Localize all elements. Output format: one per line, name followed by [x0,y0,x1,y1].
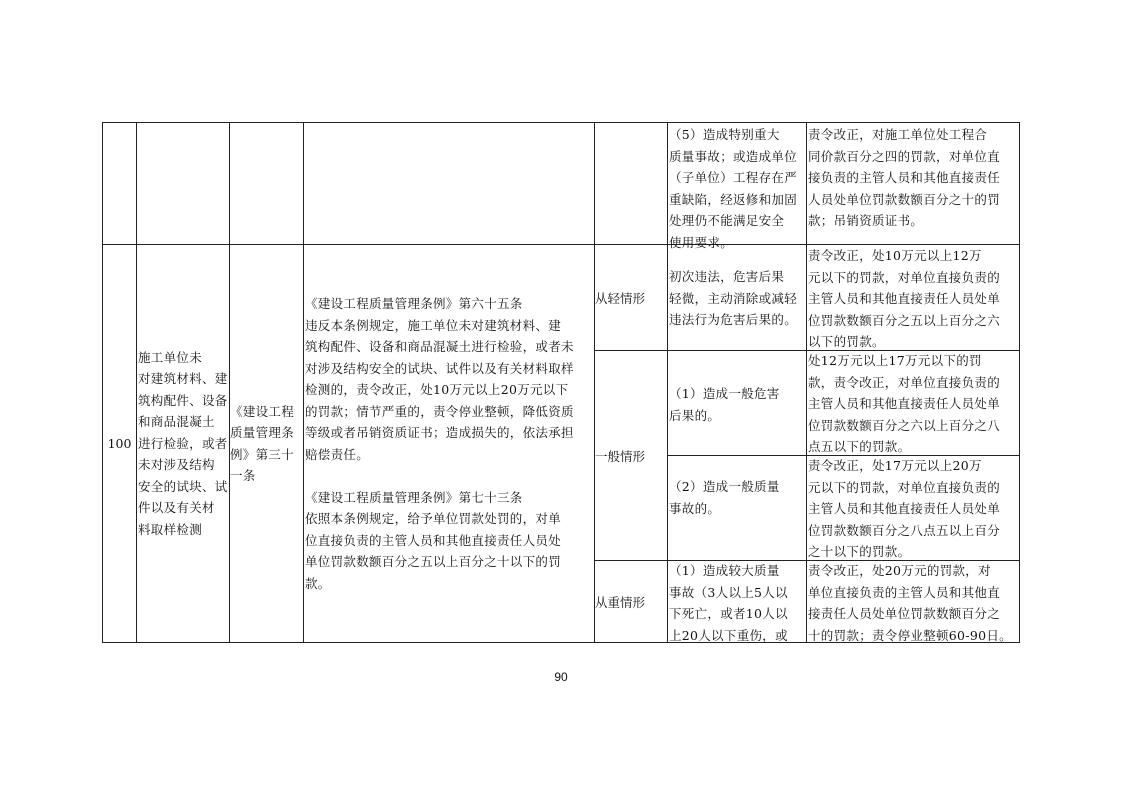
violation-cell [137,245,229,642]
provision-text: 《建设工程质量管理条例》第六十五条 违反本条例规定，施工单位未对建筑材料、建 筑构配件、设备和商品混凝土进行检验，或者未 对涉及结构安全的试块、试件以及有关材料取样 检测的，责令改正，处10万元以上20万元以下 的罚款；情节严重的，责令停业整顿，降低资质 等级或者吊销资质证书；造成损失的，依法承担 赔偿责任。 《建设工程质量管理条例》第七十三条 依照本条例规定，给予单位罚款处罚的，对单 位直接负责的主管人员和其他直接责任人员处 单位罚款数额百分之五以上百分之十以下的罚 款。 [305,296,574,591]
provision-cell [304,245,594,642]
grade-general-penalty-1: 处12万元以上17万元以下的罚 款，责令改正，对单位直接负责的 主管人员和其他直接责任人员处单 位罚款数额百分之六以上百分之八 点五以下的罚款。 [808,353,1001,454]
basis-clause-text: 《建设工程 质量管理条 例》第三十 一条 [230,403,295,483]
table-border-top [102,122,1020,123]
grade-light-penalty: 责令改正，处10万元以上12万 元以下的罚款，对单位直接负责的 主管人员和其他直接责任人员处单 位罚款数额百分之五以上百分之六 以下的罚款。 [808,248,1001,349]
grade-general-situation-1: （1）造成一般危害 后果的。 [669,386,780,423]
grade-general-label: 一般情形 [595,448,646,464]
row-number: 100 [107,436,132,451]
prev-row-penalty: 责令改正，对施工单位处工程合 同价款百分之四的罚款，对单位直 接负责的主管人员和其他直接责任 人员处单位罚款数额百分之十的罚 款；吊销资质证书。 [808,127,1001,228]
prev-row-situation: （5）造成特别重大 质量事故；或造成单位 （子单位）工程存在严 重缺陷，经返修和加固 处理仍不能满足安全 使用要求。 [669,127,798,250]
basis-clause-cell [230,245,303,642]
grade-general-penalty-2: 责令改正，处17万元以上20万 元以下的罚款，对单位直接负责的 主管人员和其他直接责任人员处单 位罚款数额百分之八点五以上百分 之十以下的罚款。 [808,458,1001,559]
grade-heavy-penalty: 责令改正，处20万元的罚款，对 单位直接负责的主管人员和其他直 接责任人员处单位罚款数额百分之 十的罚款；责令停业整顿60-90日。 [808,563,1012,643]
grade-heavy-label: 从重情形 [595,594,646,610]
table-border-right [1019,122,1020,643]
violation-text: 施工单位未 对建筑材料、建 筑构配件、设备 和商品混凝土 进行检验，或者 未对涉及结构 安全的试块、试 件以及有关材 料取样检测 [138,349,228,537]
col-divider-5 [667,122,668,643]
grade-light-situation: 初次违法，危害后果 轻微，主动消除或减轻 违法行为危害后果的。 [669,269,798,327]
col-divider-6 [806,122,807,643]
grade-light-label: 从轻情形 [595,290,646,306]
grade-heavy-situation: （1）造成较大质量 事故（3人以上5人以 下死亡，或者10人以 上20人以下重伤，或 [669,563,788,643]
page-number: 90 [554,670,568,684]
grade-general-situation-2: （2）造成一般质量 事故的。 [669,479,780,516]
